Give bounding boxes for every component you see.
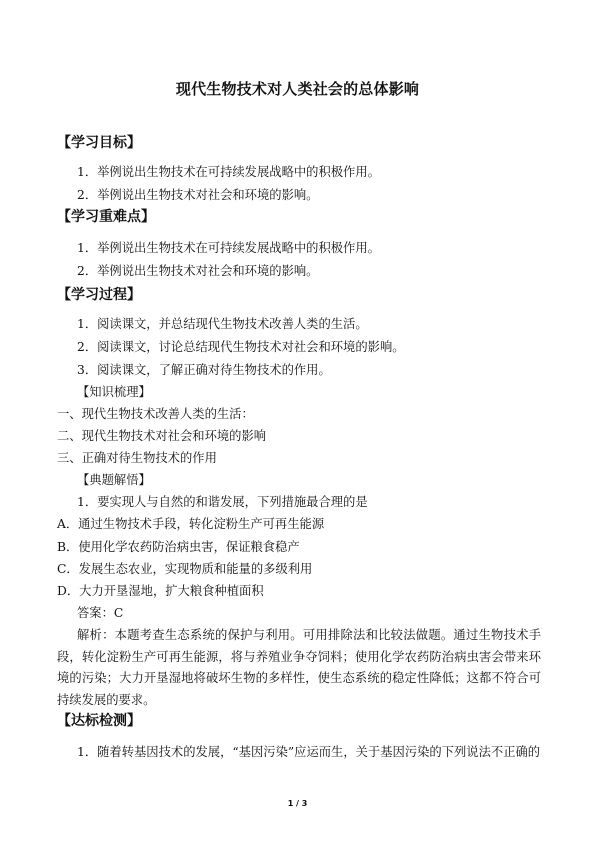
option-item: B．使用化学农药防治病虫害，保证粮食稳产: [57, 540, 300, 554]
question-text: 1．要实现人与自然的和谐发展，下列措施最合理的是: [77, 495, 368, 509]
objective-item: 1．举例说出生物技术在可持续发展战略中的积极作用。: [77, 165, 380, 179]
option-item: C．发展生态农业，实现物质和能量的多级利用: [57, 562, 313, 576]
analysis-paragraph: 解析：本题考查生态系统的保护与利用。可用排除法和比较法做题。通过生物技术手段，转化淀粉生产可再生能源，将与养殖业争夺饲料；使用化学农药防治病虫害会带来环境的污染；大力开垦湿地将破坏生物的多样性，使生态系统的稳定性降低；这都不符合可持续发展的要求。: [57, 628, 541, 707]
knowledge-item: 三、正确对待生物技术的作用: [57, 451, 217, 465]
section-heading-objectives: 【学习目标】: [57, 135, 141, 151]
key-point-item: 1．举例说出生物技术在可持续发展战略中的积极作用。: [77, 241, 380, 255]
example-label: 【典题解悟】: [77, 473, 151, 487]
process-item: 3．阅读课文，了解正确对待生物技术的作用。: [77, 363, 331, 377]
key-point-item: 2．举例说出生物技术对社会和环境的影响。: [77, 264, 319, 278]
knowledge-item: 二、现代生物技术对社会和环境的影响: [57, 429, 267, 443]
answer-text: 答案：C: [77, 606, 124, 620]
knowledge-item: 一、现代生物技术改善人类的生活：: [57, 407, 254, 421]
document-title: 现代生物技术对人类社会的总体影响: [175, 80, 420, 98]
section-heading-process: 【学习过程】: [57, 287, 141, 303]
objective-item: 2．举例说出生物技术对社会和环境的影响。: [77, 188, 319, 202]
process-item: 2．阅读课文，讨论总结现代生物技术对社会和环境的影响。: [77, 340, 405, 354]
option-item: D．大力开垦湿地，扩大粮食种植面积: [57, 584, 264, 598]
knowledge-label: 【知识梳理】: [77, 385, 151, 399]
process-item: 1．阅读课文，并总结现代生物技术改善人类的生活。: [77, 317, 368, 331]
page-number: 1 / 3: [287, 799, 308, 808]
section-heading-assessment: 【达标检测】: [57, 713, 141, 729]
assessment-item: 1．随着转基因技术的发展，“基因污染”应运而生，关于基因污染的下列说法不正确的: [77, 745, 541, 759]
section-heading-key-points: 【学习重难点】: [57, 209, 155, 225]
option-item: A．通过生物技术手段，转化淀粉生产可再生能源: [57, 517, 325, 531]
